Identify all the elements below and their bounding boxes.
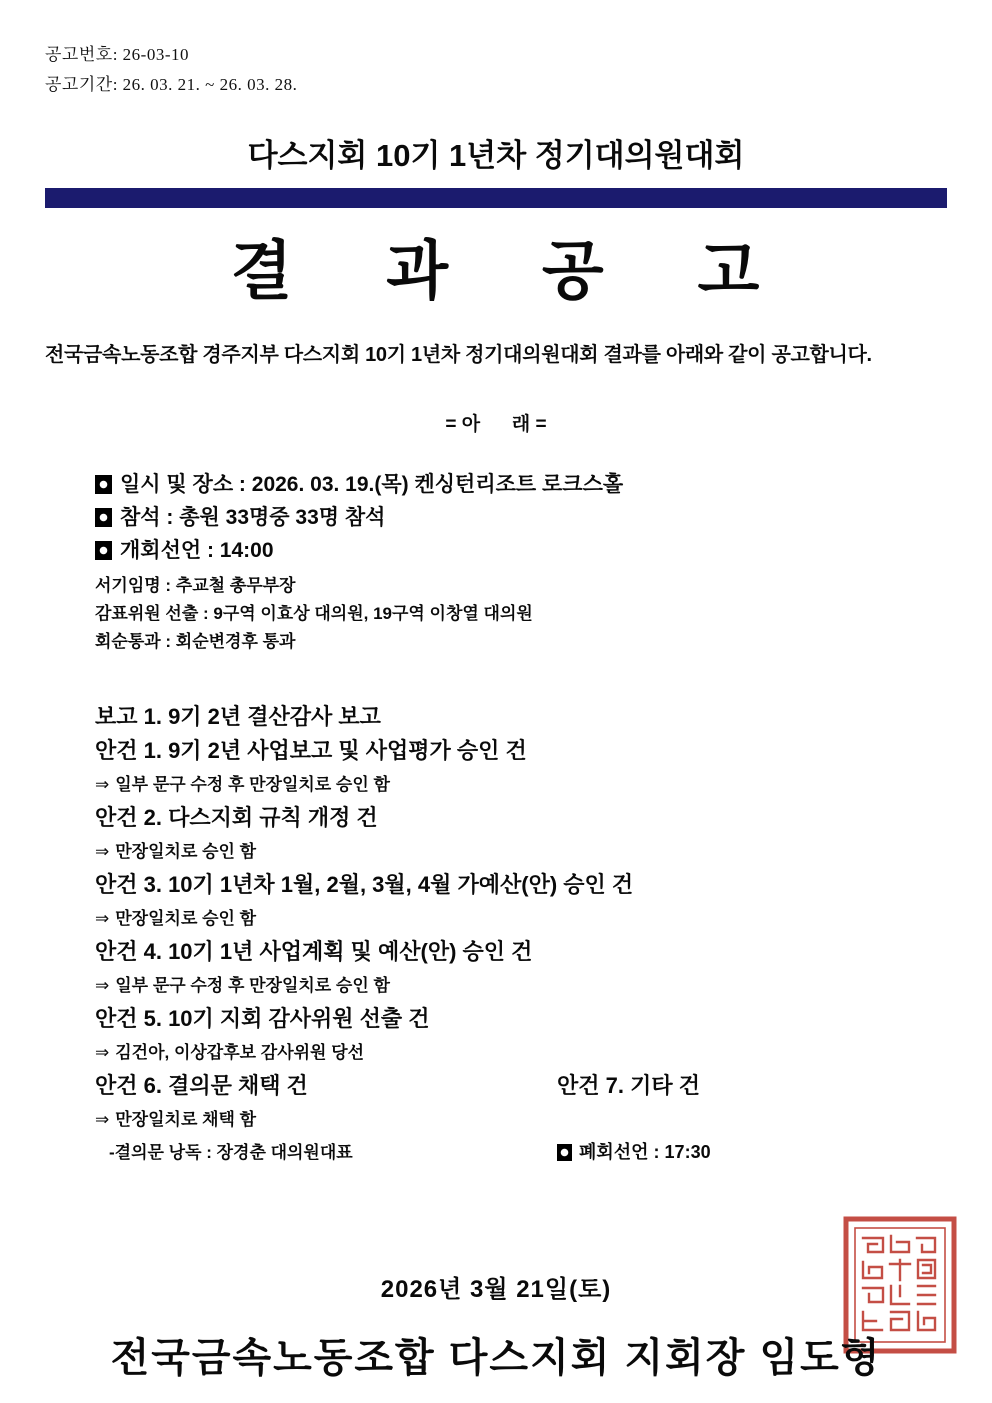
inverse-bullet-icon	[95, 508, 112, 527]
agenda-result-text: 일부 문구 수정 후 만장일치로 승인 함	[115, 976, 390, 995]
signature-line: 전국금속노동조합 다스지회 지회장 임도형	[110, 1336, 882, 1380]
agenda-result-text: 일부 문구 수정 후 만장일치로 승인 함	[115, 775, 390, 794]
agenda-result-text: 만장일치로 승인 함	[115, 909, 257, 928]
agenda-item-1: 안건 1. 9기 2년 사업보고 및 사업평가 승인 건	[95, 738, 527, 763]
notice-number: 공고번호: 26-03-10	[45, 45, 189, 64]
closing-declaration	[557, 1136, 711, 1169]
meeting-title: 다스지회 10기 1년차 정기대의원대회	[247, 138, 745, 173]
result-announcement-title: 결 과 공 고	[230, 235, 762, 307]
below-section-marker: = 아 래 =	[445, 414, 547, 435]
agenda-result-1	[95, 768, 947, 801]
note-tellers: 감표위원 선출 : 9구역 이효상 대의원, 19구역 이창열 대의원	[95, 604, 533, 623]
info-line-datetime-venue	[95, 468, 947, 501]
inverse-bullet-icon	[95, 541, 112, 560]
closing-row	[95, 1136, 947, 1169]
agenda-item-4: 안건 4. 10기 1년 사업계획 및 예산(안) 승인 건	[95, 939, 533, 964]
announcement-date: 2026년 3월 21일(토)	[380, 1276, 612, 1303]
agenda-result-2	[95, 835, 947, 868]
note-order-of-business: 회순통과 : 회순변경후 통과	[95, 632, 296, 651]
agenda-result-text: 만장일치로 채택 함	[115, 1110, 257, 1129]
agenda-result-text: 만장일치로 승인 함	[115, 842, 257, 861]
agenda-item-3: 안건 3. 10기 1년차 1월, 2월, 3월, 4월 가예산(안) 승인 건	[95, 872, 634, 897]
agenda-result-6	[95, 1103, 947, 1136]
info-line-text: 일시 및 장소 : 2026. 03. 19.(목) 켄싱턴리조트 로크스홀	[120, 473, 624, 496]
double-arrow-icon: ⇒	[95, 1110, 110, 1129]
meeting-info-block	[95, 468, 947, 656]
notice-meta	[45, 40, 992, 100]
agenda-result-3	[95, 902, 947, 935]
title-divider-bar	[45, 188, 947, 208]
double-arrow-icon: ⇒	[95, 775, 110, 794]
double-arrow-icon: ⇒	[95, 1043, 110, 1062]
inverse-bullet-icon	[557, 1144, 572, 1161]
agenda-item-2: 안건 2. 다스지회 규칙 개정 건	[95, 805, 378, 830]
meeting-notes	[95, 572, 947, 656]
info-line-opening	[95, 534, 947, 567]
agenda-item-7: 안건 7. 기타 건	[557, 1073, 700, 1098]
agenda-item-6: 안건 6. 결의문 채택 건	[95, 1073, 308, 1098]
agenda-result-4	[95, 969, 947, 1002]
info-line-text: 개회선언 : 14:00	[120, 539, 274, 562]
closing-declaration-text: 폐회선언 : 17:30	[579, 1142, 711, 1162]
agenda-report-1: 보고 1. 9기 2년 결산감사 보고	[95, 704, 381, 729]
notice-period: 공고기간: 26. 03. 21. ~ 26. 03. 28.	[45, 75, 298, 94]
agenda-result-text: 김건아, 이상갑후보 감사위원 당선	[115, 1043, 365, 1062]
agenda-item-5: 안건 5. 10기 지회 감사위원 선출 건	[95, 1006, 430, 1031]
info-line-attendance	[95, 501, 947, 534]
agenda-row-6-7	[95, 1069, 947, 1103]
double-arrow-icon: ⇒	[95, 842, 110, 861]
inverse-bullet-icon	[95, 475, 112, 494]
double-arrow-icon: ⇒	[95, 909, 110, 928]
note-secretary: 서기임명 : 추교철 총무부장	[95, 576, 296, 595]
agenda-block	[95, 700, 947, 1169]
agenda-result-5	[95, 1036, 947, 1069]
info-line-text: 참석 : 총원 33명중 33명 참석	[120, 506, 386, 529]
resolution-reader: -결의문 낭독 : 장경춘 대의원대표	[109, 1143, 353, 1162]
double-arrow-icon: ⇒	[95, 976, 110, 995]
intro-paragraph: 전국금속노동조합 경주지부 다스지회 10기 1년차 정기대의원대회 결과를 아래와 같이 공고합니다.	[45, 344, 872, 366]
